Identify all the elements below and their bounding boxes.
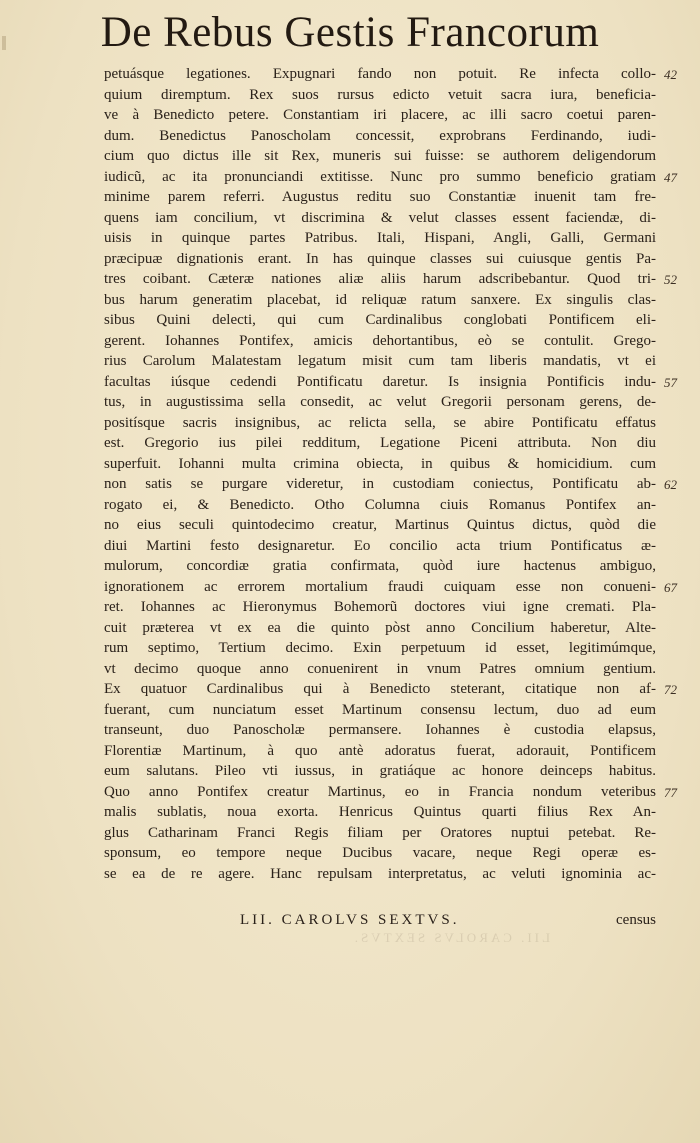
text-line: Quo anno Pontifex creatur Martinus, eo in Francia nondum veteribus bbox=[104, 783, 656, 800]
margin-line-number: 72 bbox=[664, 682, 677, 697]
catchword: census bbox=[616, 912, 656, 928]
signature-mark: LII. CAROLVS SEXTVS. bbox=[240, 912, 460, 928]
text-line: ve à Benedicto petere. Constantiam iri placere, ac illi sacro coetui paren- bbox=[104, 107, 656, 123]
text-line: transeunt, duo Panoscholæ permansere. Iohannes è custodia elapsus, bbox=[104, 722, 656, 738]
text-line: diui Martini festo designaretur. Eo concilio acta trium Pontificatus æ- bbox=[104, 537, 656, 554]
text-line: positísque sacris insignibus, ac relicta sella, se abire Pontificatu effatus bbox=[104, 414, 656, 431]
text-line: sibus Quini delecti, qui cum Cardinalibus conglobati Pontificem eli- bbox=[104, 312, 656, 328]
text-line: superfuit. Iohanni multa crimina obiecta, in quibus & homicidium. cum bbox=[104, 455, 656, 472]
text-line: quium diremptum. Rex suos rursus edicto vetuit sacra iura, beneficia- bbox=[104, 86, 656, 103]
text-line: gerent. Iohannes Pontifex, amicis dehortantibus, eò se contulit. Grego- bbox=[104, 332, 656, 349]
margin-line-number: 52 bbox=[664, 272, 677, 287]
text-line: malis sublatis, noua exorta. Henricus Quintus quarti filius Rex An- bbox=[104, 804, 656, 820]
text-line: cuit præterea vt ex ea die quinto pòst anno Concilium haberetur, Alte- bbox=[104, 619, 656, 636]
body-text bbox=[104, 64, 656, 884]
margin-line-number: 57 bbox=[664, 374, 677, 390]
text-line: uisis in quinque partes Patribus. Itali, Hispani, Angli, Galli, Germani bbox=[104, 230, 656, 246]
margin-line-number: 77 bbox=[664, 784, 677, 800]
text-line: eum salutans. Pileo vti iussus, in gratiáque ac honore deinceps habitus. bbox=[104, 763, 656, 779]
text-line: dum. Benedictus Panoscholam concessit, exprobrans Ferdinando, iudi- bbox=[104, 127, 656, 144]
text-line: minime parem referri. Augustus reditu suo Constantiæ inuenit tam fre- bbox=[104, 189, 656, 205]
text-line: rogato ei, & Benedicto. Otho Columna ciuis Romanus Pontifex an- bbox=[104, 496, 656, 513]
text-line: cium quo dictus ille sit Rex, muneris sui fuisse: se authorem deligendorum bbox=[104, 148, 656, 164]
text-line: iudicũ, ac ita pronunciandi extitisse. Nunc pro summo beneficio gratiam bbox=[104, 168, 656, 185]
text-line: no eius seculi quintodecimo creatur, Martinus Quintus dictus, quòd die bbox=[104, 517, 656, 533]
text-line: rum septimo, Tertium decimo. Exin perpetuum id esset, legitimúmque, bbox=[104, 640, 656, 656]
text-line: petuásque legationes. Expugnari fando non potuit. Re infecta collo- bbox=[104, 66, 656, 82]
text-line: Florentiæ Martinum, à quo antè adoratus fuerat, adorauit, Pontificem bbox=[104, 742, 656, 759]
margin-line-number: 62 bbox=[664, 477, 677, 492]
text-line: fuerant, cum nunciatum esset Martinum consensu lectum, duo ad eum bbox=[104, 701, 656, 718]
text-line: Ex quatuor Cardinalibus qui à Benedicto steterant, citatique non af- bbox=[104, 681, 656, 697]
text-line: glus Catharinam Franci Regis filiam per Oratores nuptui petebat. Re- bbox=[104, 824, 656, 841]
margin-line-number: 47 bbox=[664, 169, 677, 185]
text-line: tus, in augustissima sella consedit, ac velut Gregorii personam gerens, de- bbox=[104, 394, 656, 410]
text-line: præcipuæ dignationis erant. In has quinque classes sui cuiusque gentis Pa- bbox=[104, 250, 656, 267]
text-line: se ea de re agere. Hanc repulsam interpretatus, ac veluti ignominia ac- bbox=[104, 865, 656, 882]
margin-line-number: 67 bbox=[664, 579, 677, 595]
text-line: ignorationem ac errorem mortalium fraudi cuiquam esse non conueni- bbox=[104, 578, 656, 595]
text-line: mulorum, concordiæ gratia confirmata, quòd iure hactenus ambiguo, bbox=[104, 558, 656, 574]
text-line: sponsum, eo tempore neque Ducibus vacare, neque Regi operæ es- bbox=[104, 845, 656, 861]
text-line: facultas iúsque cedendi Pontificatu daretur. Is insignia Pontificis indu- bbox=[104, 373, 656, 390]
text-line: ret. Iohannes ac Hieronymus Bohemorũ doctores viui igne cremati. Pla- bbox=[104, 599, 656, 615]
running-head: De Rebus Gestis Francorum bbox=[100, 9, 600, 56]
text-line: est. Gregorio ius pilei redditum, Legatione Piceni attributa. Non diu bbox=[104, 435, 656, 451]
text-line: tres coibant. Cæteræ nationes aliæ aliis harum adscribebantur. Quod tri- bbox=[104, 271, 656, 287]
show-through-text: LII. CAROLVS SEXTVS. bbox=[351, 930, 550, 945]
text-line: vt decimo quoque anno conuenirent in vnum Patres omnium gentium. bbox=[104, 660, 656, 677]
margin-line-number: 42 bbox=[664, 67, 677, 82]
text-line: bus harum generatim placebat, id reliquæ ratum sanxere. Ex singulis clas- bbox=[104, 291, 656, 308]
text-line: non satis se purgare videretur, in custodiam coniectus, Pontificatu ab- bbox=[104, 476, 656, 492]
text-line: rius Carolum Malatestam legatum misit cum tam liberis mandatis, vt ei bbox=[104, 353, 656, 369]
text-line: quens iam concilium, vt discrimina & velut classes essent faciendæ, di- bbox=[104, 209, 656, 226]
